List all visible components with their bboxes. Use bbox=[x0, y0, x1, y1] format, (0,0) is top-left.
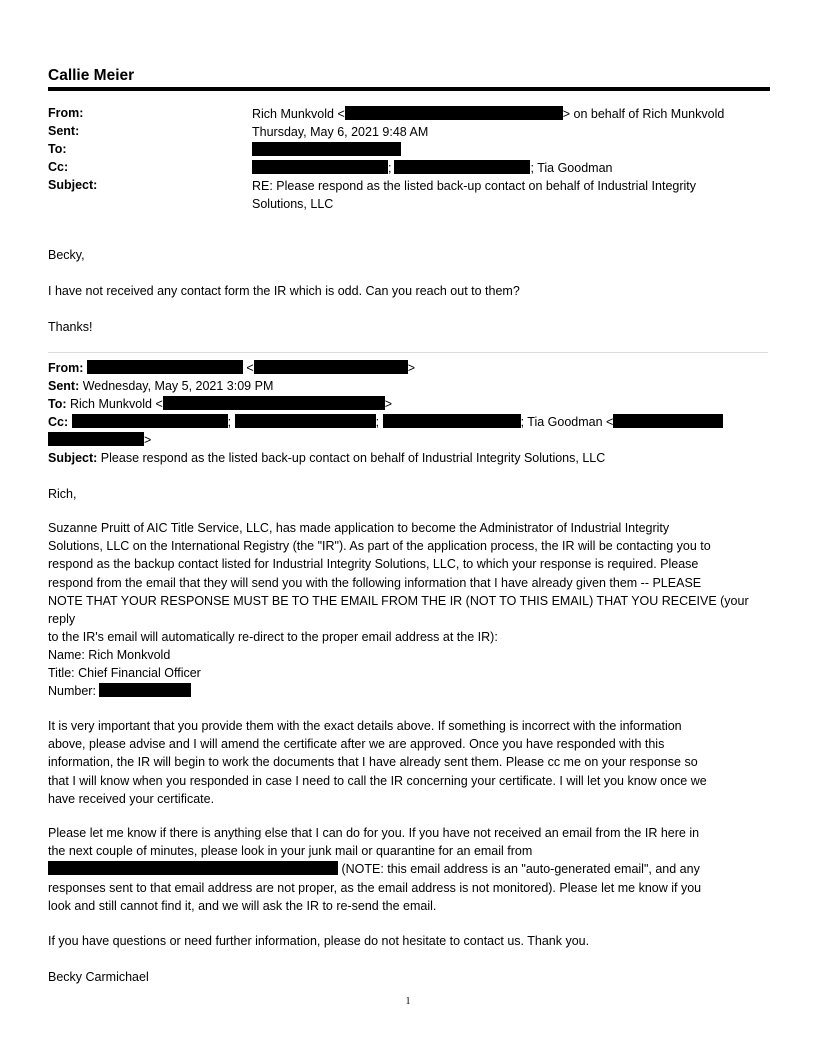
redaction-block bbox=[252, 160, 388, 174]
quoted-cc bbox=[48, 413, 768, 431]
sent-value: Thursday, May 6, 2021 9:48 AM bbox=[252, 125, 429, 139]
quoted-from-label: From: bbox=[48, 361, 84, 375]
quoted-cc-label: Cc: bbox=[48, 415, 69, 429]
subject-line: RE: Please respond as the listed back-up contact on behalf of Industrial Integrity bbox=[252, 179, 697, 193]
quoted-paragraph-3 bbox=[48, 824, 768, 915]
quoted-paragraph-2 bbox=[48, 717, 768, 808]
redaction-block bbox=[48, 861, 338, 875]
quoted-subject bbox=[48, 449, 768, 467]
text-line: that I will know when you responded in case I need to call the IR concerning your certificate. I will let you know once we bbox=[48, 773, 707, 788]
name-line: Name: Rich Monkvold bbox=[48, 648, 171, 662]
sent-label: Sent: bbox=[48, 124, 80, 138]
reply-body: I have not received any contact form the IR which is odd. Can you reach out to them? bbox=[48, 284, 520, 298]
quoted-sent-label: Sent: bbox=[48, 379, 80, 393]
reply-greeting: Becky, bbox=[48, 248, 85, 262]
from-label: From: bbox=[48, 106, 84, 120]
from-name: Rich Munkvold < bbox=[252, 107, 345, 121]
quoted-subject-label: Subject: bbox=[48, 451, 98, 465]
quoted-cc-sep: ; bbox=[227, 415, 232, 429]
to-label: To: bbox=[48, 142, 67, 156]
quoted-subject-value: Please respond as the listed back-up contact on behalf of Industrial Integrity Solutions, LLC bbox=[100, 451, 606, 465]
text-line: look and still cannot find it, and we will ask the IR to re-send the email. bbox=[48, 898, 437, 913]
quoted-greeting: Rich, bbox=[48, 487, 77, 501]
redaction-block bbox=[383, 414, 521, 428]
cc-tia: ; Tia Goodman bbox=[530, 161, 613, 175]
text-line: respond as the backup contact listed for Industrial Integrity Solutions, LLC, to which your response is required. Please bbox=[48, 557, 699, 572]
redaction-block bbox=[613, 414, 723, 428]
redaction-block bbox=[345, 106, 563, 120]
text-line: above, please advise and I will amend the certificate after we are approved. Once you have responded with this bbox=[48, 737, 665, 752]
number-label: Number: bbox=[48, 684, 96, 699]
quoted-to-label: To: bbox=[48, 397, 67, 411]
quoted-sent-value: Wednesday, May 5, 2021 3:09 PM bbox=[82, 379, 274, 393]
cc-separator: ; bbox=[388, 161, 392, 175]
text-line: Solutions, LLC on the International Registry (the "IR"). As part of the application process, the IR will be contacting you to bbox=[48, 539, 711, 554]
redaction-block bbox=[254, 360, 408, 374]
from-value bbox=[252, 105, 724, 123]
title-rule bbox=[48, 87, 770, 91]
redaction-block bbox=[394, 160, 530, 174]
text-line: It is very important that you provide them with the exact details above. If something is incorrect with the information bbox=[48, 719, 682, 733]
text-span: (NOTE: this email address is an "auto-generated email", and any bbox=[338, 862, 700, 877]
quoted-cc-sep: ; bbox=[375, 415, 380, 429]
redaction-block bbox=[235, 414, 376, 428]
cc-label: Cc: bbox=[48, 160, 69, 174]
text-line: to the IR's email will automatically re-direct to the proper email address at the IR): bbox=[48, 630, 498, 645]
redaction-block bbox=[99, 683, 191, 697]
signature: Becky Carmichael bbox=[48, 970, 149, 984]
redaction-block bbox=[72, 414, 228, 428]
text-line: Suzanne Pruitt of AIC Title Service, LLC, has made application to become the Administrator of Industrial Integrity bbox=[48, 521, 670, 535]
text-line bbox=[48, 860, 768, 878]
text-line: Please let me know if there is anything else that I can do for you. If you have not received an email from the IR here in bbox=[48, 826, 700, 840]
text-line: respond from the email that they will send you with the following information that I have already given them -- PLEASE bbox=[48, 575, 702, 590]
from-suffix: > on behalf of Rich Munkvold bbox=[562, 107, 725, 121]
quoted-cc-tia: ; Tia Goodman < bbox=[520, 415, 614, 429]
quoted-cc-gt: > bbox=[144, 433, 152, 447]
redaction-block bbox=[48, 432, 144, 446]
quote-divider bbox=[48, 352, 768, 353]
quoted-to-gt: > bbox=[384, 397, 393, 411]
subject-line: Solutions, LLC bbox=[252, 197, 334, 211]
quoted-paragraph-1 bbox=[48, 519, 768, 646]
text-line: responses sent to that email address are not proper, as the email address is not monitored). Please let me know if you bbox=[48, 880, 702, 895]
redaction-block bbox=[252, 142, 401, 156]
text-line: the next couple of minutes, please look in your junk mail or quarantine for an email from bbox=[48, 844, 533, 859]
to-value bbox=[252, 141, 401, 159]
redaction-block bbox=[87, 360, 243, 374]
subject-label: Subject: bbox=[48, 178, 98, 192]
quoted-cc-cont bbox=[48, 431, 768, 449]
redaction-block bbox=[163, 396, 385, 410]
quoted-from-lt: < bbox=[246, 361, 254, 375]
reply-closing: Thanks! bbox=[48, 320, 93, 334]
quoted-from bbox=[48, 359, 768, 377]
contact-details bbox=[48, 646, 768, 701]
subject-value bbox=[252, 177, 696, 213]
text-line: have received your certificate. bbox=[48, 791, 215, 806]
quoted-to-name: Rich Munkvold < bbox=[70, 397, 163, 411]
text-line: NOTE THAT YOUR RESPONSE MUST BE TO THE EMAIL FROM THE IR (NOT TO THIS EMAIL) THAT YOU RECEIVE (your reply bbox=[48, 593, 749, 627]
quoted-sent bbox=[48, 377, 768, 395]
cc-value bbox=[252, 159, 612, 177]
quoted-from-gt: > bbox=[407, 361, 416, 375]
page-number: 1 bbox=[405, 996, 411, 1007]
title-line: Title: Chief Financial Officer bbox=[48, 666, 201, 681]
document-title: Callie Meier bbox=[48, 67, 135, 84]
quoted-paragraph-4: If you have questions or need further information, please do not hesitate to contact us. Thank you. bbox=[48, 934, 590, 948]
quoted-to bbox=[48, 395, 768, 413]
text-line: information, the IR will begin to work the documents that I have already sent them. Please cc me on your response so bbox=[48, 755, 698, 770]
number-line bbox=[48, 682, 768, 700]
